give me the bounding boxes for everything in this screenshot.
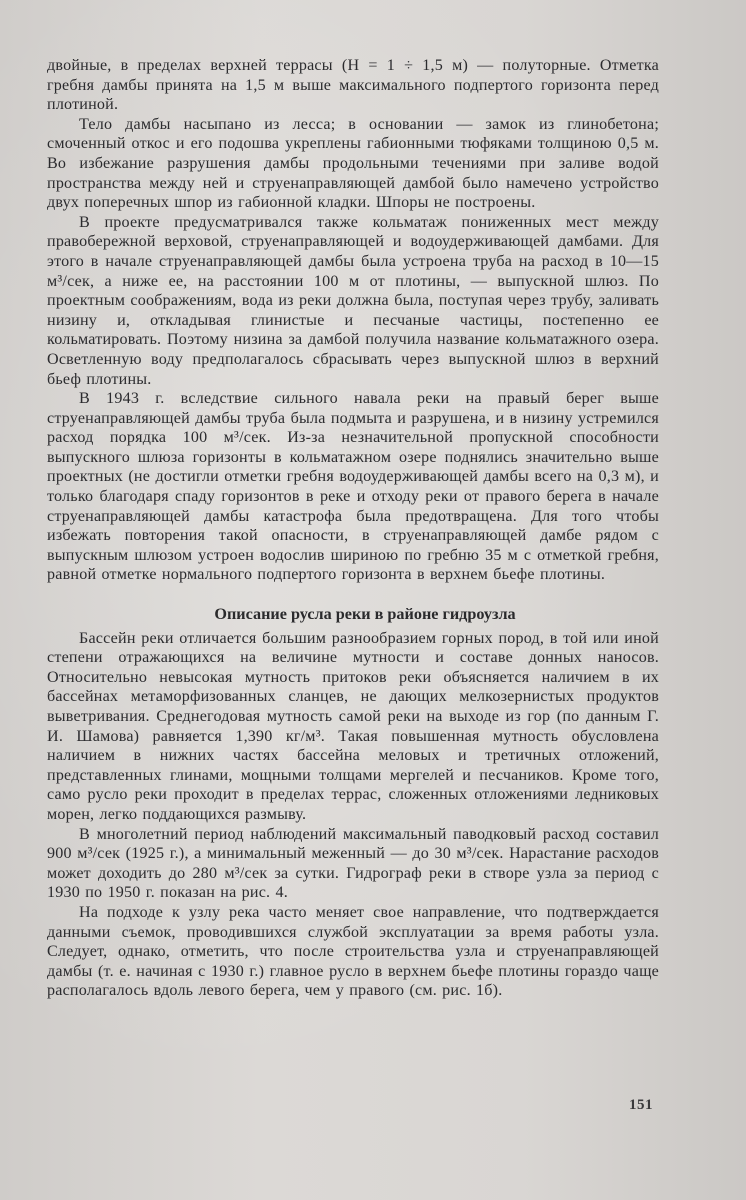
paragraph-1943-event: В 1943 г. вследствие сильного навала реки на правый берег выше струенаправляющей дамбы труба была подмыта и разрушена, и в низину устремился расход порядка 100 м³/сек. Из-за незначительной пропускной способности выпускного шлюза горизонты в кольматажном озере поднялись значительно выше проектных (не достигли отметки гребня водоудерживающей дамбы всего на 0,3 м), и только благодаря спаду горизонтов в реке и отходу реки от правого берега в начале струенаправляющей дамбы катастрофа была предотвращена. Для того чтобы избежать повторения такой опасности, в струенаправляющей дамбе рядом с выпускным шлюзом устроен водослив шириною по гребню 35 м с отметкой гребня, равной отметке нормального подпертого горизонта в верхнем бьефе плотины. bbox=[47, 390, 659, 584]
paragraph-dam-body: Тело дамбы насыпано из лесса; в основании — замок из глинобетона; смоченный откос и его подошва укреплены габионными тюфяками толщиною 0,5 м. Во избежание разрушения дамбы продольными течениями при заливе водой пространства между ней и струенаправляющей дамбой было намечено устройство двух поперечных шпор из габионной кладки. Шпоры не построены. bbox=[47, 115, 659, 212]
page-number: 151 bbox=[629, 1097, 653, 1113]
text-column bbox=[47, 56, 659, 1001]
section-heading: Описание русла реки в районе гидроузла bbox=[214, 605, 516, 624]
paragraph-discharge-history: В многолетний период наблюдений максимальный паводковый расход составил 900 м³/сек (1925 г.), а минимальный меженный — до 30 м³/сек. Нарастание расходов может доходить до 280 м³/сек за сутки. Гидрограф реки в створе узла за период с 1930 по 1950 г. показан на рис. 4. bbox=[47, 825, 659, 902]
paragraph-dam-crest: двойные, в пределах верхней террасы (H = 1 ÷ 1,5 м) — полуторные. Отметка гребня дамбы принята на 1,5 м выше максимального подпертого горизонта перед плотиной. bbox=[47, 57, 659, 114]
paragraph-channel-direction: На подходе к узлу река часто меняет свое направление, что подтверждается данными съемок, проводившихся службой эксплуатации за время работы узла. Следует, однако, отметить, что после строительства узла и струенаправляющей дамбы (т. е. начиная с 1930 г.) главное русло в верхнем бьефе плотины гораздо чаще располагалось вдоль левого берега, чем у правого (см. рис. 1б). bbox=[47, 903, 659, 1000]
paragraph-basin-description: Бассейн реки отличается большим разнообразием горных пород, в той или иной степени отражающихся на величине мутности и составе донных наносов. Относительно невысокая мутность притоков реки объясняется наличием в их бассейнах метаморфизованных сланцев, не дающих мелкозернистых продуктов выветривания. Среднегодовая мутность самой реки на выходе из гор (по данным Г. И. Шамова) равняется 1,390 кг/м³. Такая повышенная мутность обусловлена наличием в нижних частях бассейна меловых и третичных отложений, представленных глинами, мощными толщами мергелей и песчаников. Кроме того, само русло реки проходит в пределах террас, сложенных отложениями ледниковых морен, легко поддающихся размыву. bbox=[47, 629, 659, 823]
paragraph-colmatage-project: В проекте предусматривался также кольматаж пониженных мест между правобережной верховой, струенаправляющей и водоудерживающей дамбами. Для этого в начале струенаправляющей дамбы была устроена труба на расход в 10—15 м³/сек, а ниже ее, на расстоянии 100 м от плотины, — выпускной шлюз. По проектным соображениям, вода из реки должна была, поступая через трубу, заливать низину и, откладывая глинистые и песчаные частицы, постепенно ее кольматировать. Поэтому низина за дамбой получила название кольматажного озера. Осветленную воду предполагалось сбрасывать через выпускной шлюз в верхний бьеф плотины. bbox=[47, 213, 659, 388]
